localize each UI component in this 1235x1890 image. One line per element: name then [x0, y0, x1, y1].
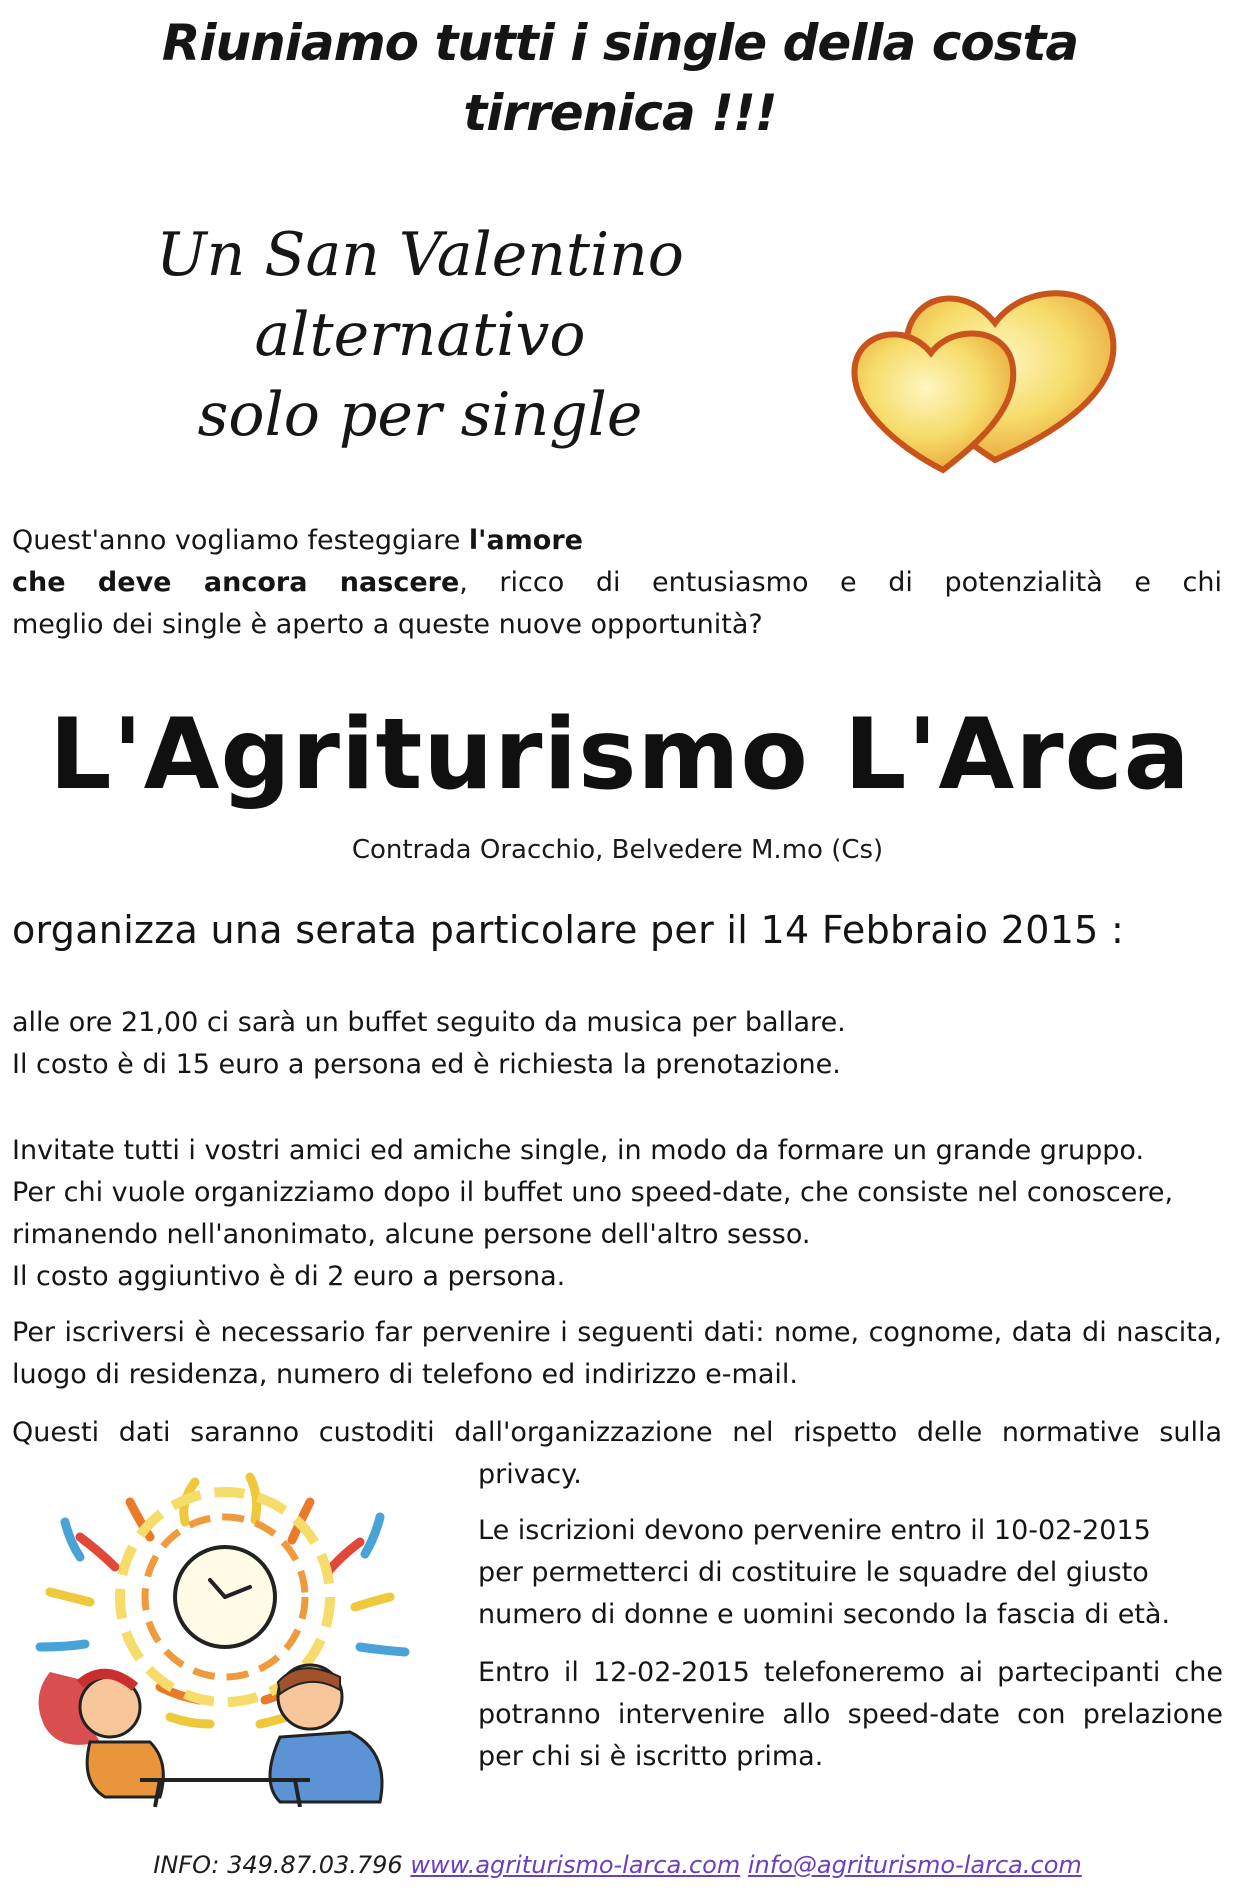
speed-date-illustration	[10, 1462, 460, 1807]
event-headline: organizza una serata particolare per il 14 Febbraio 2015 :	[12, 908, 1125, 952]
call-line-2: potranno intervenire allo speed-date con prelazione	[478, 1699, 1223, 1730]
two-hearts-icon	[845, 265, 1130, 485]
deadline-line-3: numero di donne e uomini secondo la fascia di età.	[478, 1599, 1171, 1630]
footer-info	[0, 1847, 1235, 1883]
intro-paragraph	[12, 520, 1222, 646]
call-line-1: Entro il 12-02-2015 telefoneremo ai partecipanti che	[478, 1657, 1223, 1688]
invite-line-3: rimanendo nell'anonimato, alcune persone dell'altro sesso.	[12, 1219, 811, 1250]
privacy-line-2: privacy.	[478, 1459, 582, 1490]
invite-paragraph	[12, 1130, 1222, 1298]
valentine-slogan	[110, 215, 730, 455]
deadline-line-1: Le iscrizioni devono pervenire entro il 10-02-2015	[478, 1515, 1151, 1546]
invite-line-1: Invitate tutti i vostri amici ed amiche single, in modo da formare un grande gruppo.	[12, 1135, 1145, 1166]
event-details	[12, 1002, 1222, 1086]
venue-address: Contrada Oracchio, Belvedere M.mo (Cs)	[351, 835, 884, 865]
call-paragraph	[478, 1652, 1223, 1778]
deadline-line-2: per permetterci di costituire le squadre del giusto	[478, 1557, 1149, 1588]
venue-title: L'Agriturismo L'Arca	[49, 698, 1191, 812]
invite-line-2: Per chi vuole organizziamo dopo il buffet uno speed-date, che consiste nel conoscere,	[12, 1177, 1174, 1208]
intro-text-2: , ricco di entusiasmo e di potenzialità e chi	[459, 567, 1222, 598]
deadline-paragraph	[478, 1510, 1218, 1636]
intro-bold-love: l'amore	[468, 525, 583, 556]
footer-email-link[interactable]: info@agriturismo-larca.com	[747, 1851, 1082, 1879]
intro-bold-born: che deve ancora nascere	[12, 567, 460, 598]
footer-phone: INFO: 349.87.03.796	[153, 1851, 411, 1879]
headline-line-1: Riuniamo tutti i single della costa	[161, 14, 1079, 72]
invite-line-4: Il costo aggiuntivo è di 2 euro a persona.	[12, 1261, 566, 1292]
valentine-line-1: Un San Valentino	[156, 220, 684, 290]
details-line-2: Il costo è di 15 euro a persona ed è richiesta la prenotazione.	[12, 1049, 841, 1080]
privacy-line-1: Questi dati saranno custoditi dall'organizzazione nel rispetto delle normative sulla	[12, 1417, 1222, 1448]
valentine-line-3: solo per single	[197, 380, 643, 450]
headline-line-2: tirrenica !!!	[463, 84, 777, 142]
footer-website-link[interactable]: www.agriturismo-larca.com	[410, 1851, 741, 1879]
call-line-3: per chi si è iscritto prima.	[478, 1741, 824, 1772]
headline	[40, 8, 1200, 148]
intro-text-1: Quest'anno vogliamo festeggiare	[12, 525, 469, 556]
details-line-1: alle ore 21,00 ci sarà un buffet seguito da musica per ballare.	[12, 1007, 846, 1038]
signup-paragraph: Per iscriversi è necessario far pervenire i seguenti dati: nome, cognome, data di nascita, luogo di residenza, numero di telefono ed indirizzo e-mail.	[12, 1317, 1222, 1390]
intro-text-3: meglio dei single è aperto a queste nuove opportunità?	[12, 609, 763, 640]
valentine-line-2: alternativo	[254, 300, 586, 370]
